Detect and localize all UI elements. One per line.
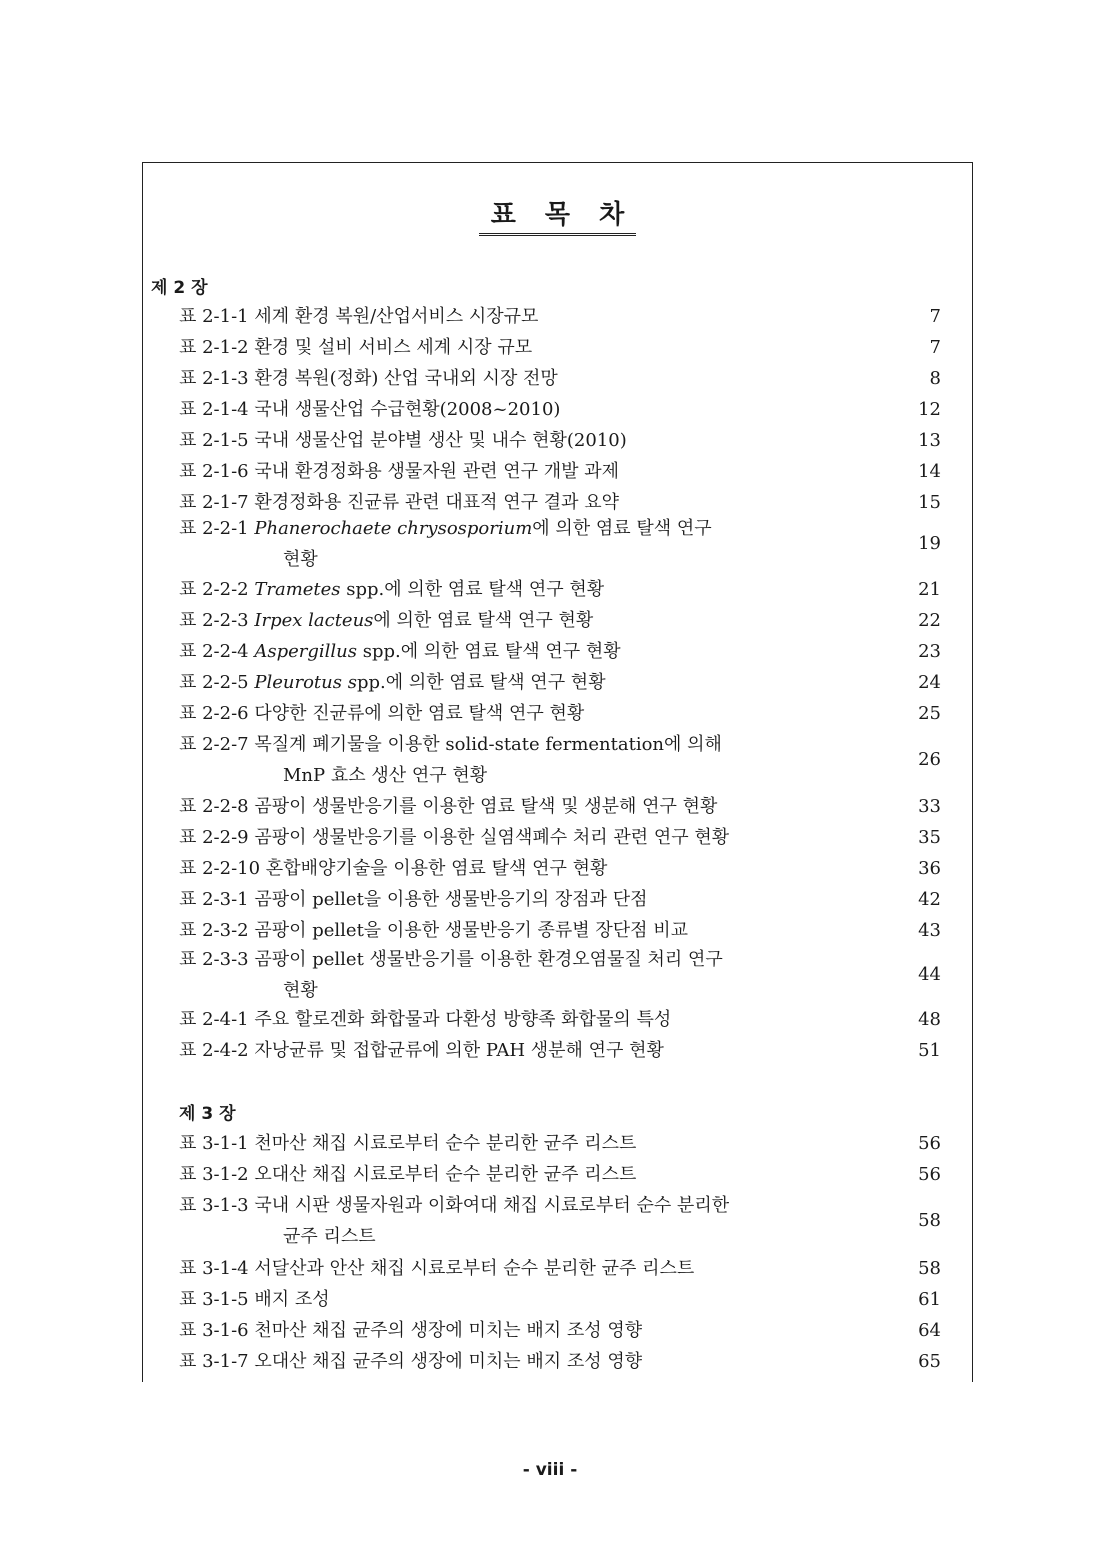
toc-entry: 표 2-1-2 환경 및 설비 서비스 세계 시장 규모 7: [179, 337, 941, 358]
toc-entry: 표 3-1-1 천마산 채집 시료로부터 순수 분리한 균주 리스트 56: [179, 1133, 941, 1154]
toc-entry: 표 2-2-4 Aspergillus spp.에 의한 염료 탈색 연구 현황 23: [179, 641, 941, 662]
toc-entry: 표 3-1-4 서달산과 안산 채집 시료로부터 순수 분리한 균주 리스트 58: [179, 1258, 941, 1279]
toc-entry: 표 2-4-1 주요 할로겐화 화합물과 다환성 방향족 화합물의 특성 48: [179, 1009, 941, 1030]
toc-entry: 표 3-1-6 천마산 채집 균주의 생장에 미치는 배지 조성 영향 64: [179, 1320, 941, 1341]
toc-entry: 표 2-3-1 곰팡이 pellet을 이용한 생물반응기의 장점과 단점 42: [179, 889, 941, 910]
toc-entry: 표 2-1-6 국내 환경정화용 생물자원 관련 연구 개발 과제 14: [179, 461, 941, 482]
toc-entry: 표 3-1-7 오대산 채집 균주의 생장에 미치는 배지 조성 영향 65: [179, 1351, 941, 1372]
toc-entry: 표 2-2-7 목질계 폐기물을 이용한 solid-state fermentation에 의해 MnP 효소 생산 연구 현황 26: [179, 734, 941, 786]
toc-entry: 표 2-2-1 Phanerochaete chrysosporium에 의한 염료 탈색 연구 현황 19: [179, 518, 941, 570]
toc-entry: 표 2-2-10 혼합배양기술을 이용한 염료 탈색 연구 현황 36: [179, 858, 941, 879]
toc-entry: 표 2-2-8 곰팡이 생물반응기를 이용한 염료 탈색 및 생분해 연구 현황 33: [179, 796, 941, 817]
toc-entry: 표 2-4-2 자낭균류 및 접합균류에 의한 PAH 생분해 연구 현황 51: [179, 1040, 941, 1061]
page-number-footer: - viii -: [522, 1460, 578, 1480]
toc-entry: 표 2-2-9 곰팡이 생물반응기를 이용한 실염색폐수 처리 관련 연구 현황 35: [179, 827, 941, 848]
toc-entry: 표 2-1-7 환경정화용 진균류 관련 대표적 연구 결과 요약 15: [179, 492, 941, 513]
toc-entry: 표 2-1-1 세계 환경 복원/산업서비스 시장규모 7: [179, 306, 941, 327]
page-title: 표 목 차: [143, 199, 972, 236]
toc-entry: 표 2-1-4 국내 생물산업 수급현황(2008~2010) 12: [179, 399, 941, 420]
toc-entry: 표 2-2-5 Pleurotus spp.에 의한 염료 탈색 연구 현황 24: [179, 672, 941, 693]
toc-frame: [142, 162, 973, 1382]
chapter-2-heading: 제 2 장: [151, 278, 208, 298]
toc-entry: 표 3-1-2 오대산 채집 시료로부터 순수 분리한 균주 리스트 56: [179, 1164, 941, 1185]
toc-entry: 표 2-3-2 곰팡이 pellet을 이용한 생물반응기 종류별 장단점 비교 43: [179, 920, 941, 941]
toc-entry: 표 2-2-6 다양한 진균류에 의한 염료 탈색 연구 현황 25: [179, 703, 941, 724]
toc-entry: 표 2-3-3 곰팡이 pellet 생물반응기를 이용한 환경오염물질 처리 연구 현황 44: [179, 949, 941, 1001]
toc-entry: 표 3-1-5 배지 조성 61: [179, 1289, 941, 1310]
toc-entry: 표 2-2-2 Trametes spp.에 의한 염료 탈색 연구 현황 21: [179, 579, 941, 600]
chapter-3-heading: 제 3 장: [179, 1104, 236, 1124]
toc-entry: 표 2-2-3 Irpex lacteus에 의한 염료 탈색 연구 현황 22: [179, 610, 941, 631]
toc-entry: 표 3-1-3 국내 시판 생물자원과 이화여대 채집 시료로부터 순수 분리한 균주 리스트 58: [179, 1195, 941, 1247]
toc-entry: 표 2-1-5 국내 생물산업 분야별 생산 및 내수 현황(2010) 13: [179, 430, 941, 451]
toc-entry: 표 2-1-3 환경 복원(정화) 산업 국내외 시장 전망 8: [179, 368, 941, 389]
